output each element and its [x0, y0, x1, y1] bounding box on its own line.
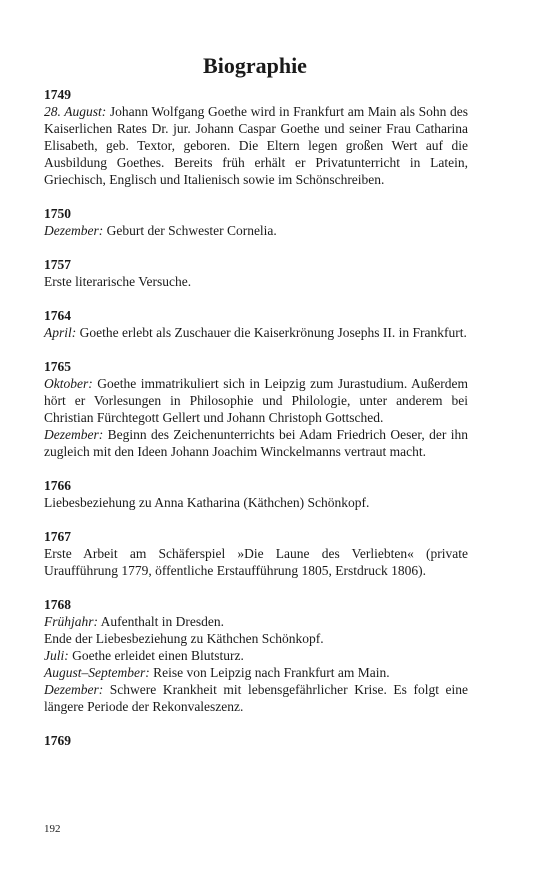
entry-date: Dezember: — [44, 223, 104, 238]
entry-date: Oktober: — [44, 376, 93, 391]
chronology-entry-1768 — [44, 596, 468, 715]
entry-text: Reise von Leipzig nach Frankfurt am Main. — [149, 665, 390, 680]
entry-paragraph — [44, 222, 468, 239]
entry-paragraph — [44, 273, 468, 290]
entry-date: August–September: — [44, 665, 150, 680]
chronology-entry-1765 — [44, 358, 468, 460]
entry-year: 1765 — [44, 359, 71, 374]
chronology — [44, 86, 468, 766]
entry-text: Ende der Liebesbeziehung zu Käthchen Schönkopf. — [44, 631, 324, 646]
entry-date: Dezember: — [44, 427, 104, 442]
entry-year: 1757 — [44, 257, 71, 272]
entry-text: Johann Wolfgang Goethe wird in Frankfurt am Main als Sohn des Kaiserlichen Rates Dr. jur. Johann Caspar Goethe und seiner Frau Catharina Elisabeth, geb. Textor, geboren. Die Eltern legen großen Wert auf die Ausbildung Goethes. Bereits früh erhält er Privatunterricht in Latein, Griechisch, Englisch und Italienisch sowie im Schönschreiben. — [44, 104, 468, 187]
entry-year: 1764 — [44, 308, 71, 323]
entry-date: Frühjahr: — [44, 614, 98, 629]
entry-text: Erste Arbeit am Schäferspiel »Die Laune des Verliebten« (private Uraufführung 1779, öffentliche Erstaufführung 1805, Erstdruck 1806). — [44, 546, 468, 578]
entry-text: Goethe erleidet einen Blutsturz. — [68, 648, 244, 663]
chronology-entry-1750 — [44, 205, 468, 239]
entry-paragraph — [44, 375, 468, 426]
chronology-entry-1749 — [44, 86, 468, 188]
entry-year: 1767 — [44, 529, 71, 544]
entry-date: Juli: — [44, 648, 69, 663]
entry-text: Aufenthalt in Dresden. — [98, 614, 224, 629]
entry-paragraph — [44, 630, 468, 647]
chronology-entry-1757 — [44, 256, 468, 290]
entry-year: 1768 — [44, 597, 71, 612]
entry-paragraph — [44, 103, 468, 188]
entry-paragraph — [44, 545, 468, 579]
entry-paragraph — [44, 324, 468, 341]
chronology-entry-1764 — [44, 307, 468, 341]
entry-text: Erste literarische Versuche. — [44, 274, 192, 289]
entry-text: Geburt der Schwester Cornelia. — [103, 223, 277, 238]
entry-paragraph — [44, 647, 468, 664]
entry-text: Goethe immatrikuliert sich in Leipzig zum Jurastudium. Außerdem hört er Vorlesungen in Philosophie und Philologie, unter anderem bei Christian Fürchtegott Gellert und Johann Christoph Gottsched. — [44, 376, 468, 425]
chronology-entry-1769 — [44, 732, 468, 749]
entry-paragraph — [44, 613, 468, 630]
entry-text: Beginn des Zeichenunterrichts bei Adam Friedrich Oeser, der ihn zugleich mit den Ideen Johann Joachim Winckelmanns vertraut macht. — [44, 427, 468, 459]
page-number: 192 — [44, 823, 61, 835]
entry-text: Goethe erlebt als Zuschauer die Kaiserkrönung Josephs II. in Frankfurt. — [76, 325, 467, 340]
entry-date: April: — [44, 325, 77, 340]
entry-year: 1750 — [44, 206, 71, 221]
entry-paragraph — [44, 681, 468, 715]
entry-text: Schwere Krankheit mit lebensgefährlicher Krise. Es folgt eine längere Periode der Rekonvaleszenz. — [44, 682, 468, 714]
entry-paragraph — [44, 426, 468, 460]
chronology-entry-1767 — [44, 528, 468, 579]
page-title: Biographie — [203, 53, 307, 78]
entry-date: 28. August: — [44, 104, 107, 119]
entry-year: 1766 — [44, 478, 71, 493]
entry-text: Liebesbeziehung zu Anna Katharina (Käthchen) Schönkopf. — [44, 495, 370, 510]
entry-date: Dezember: — [44, 682, 104, 697]
entry-paragraph — [44, 494, 468, 511]
entry-year: 1749 — [44, 87, 71, 102]
entry-year: 1769 — [44, 733, 71, 748]
entry-paragraph — [44, 664, 468, 681]
chronology-entry-1766 — [44, 477, 468, 511]
